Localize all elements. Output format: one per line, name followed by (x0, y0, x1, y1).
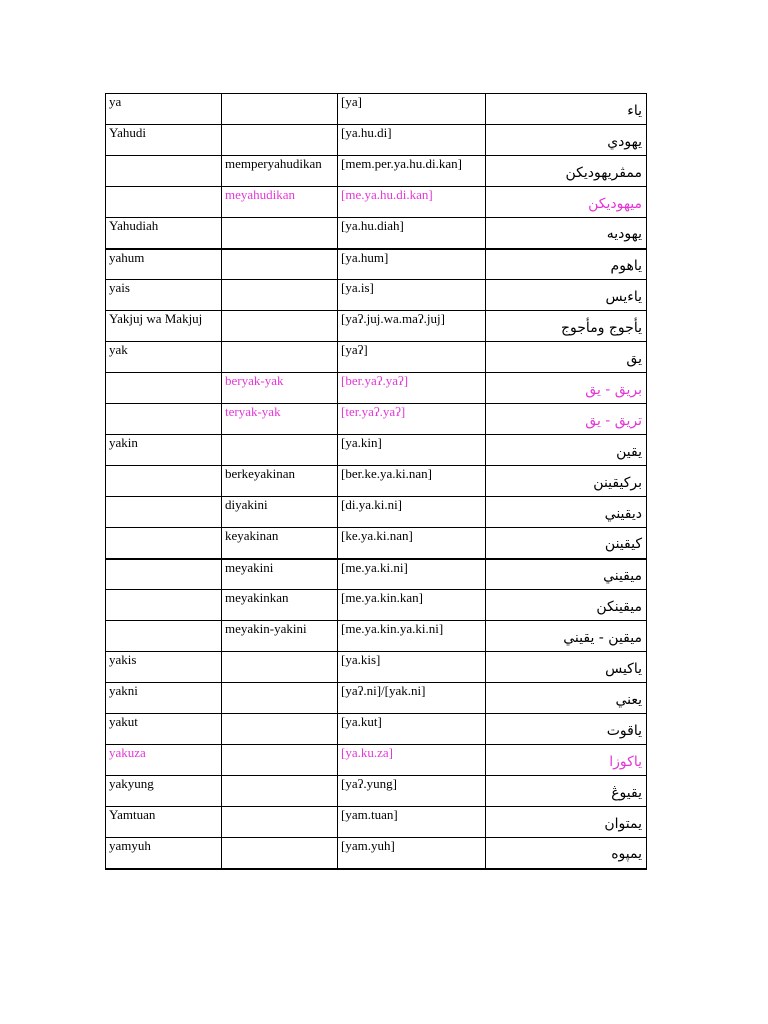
table-row (106, 621, 647, 652)
derivative-cell (222, 776, 338, 807)
jawi-cell: ياکوزا (486, 745, 647, 776)
pronunciation-cell: [di.ya.ki.ni] (338, 497, 486, 528)
derivative-cell (222, 683, 338, 714)
derivative-cell: meyakin-yakini (222, 621, 338, 652)
derivative-cell (222, 652, 338, 683)
jawi-cell: يمڽوه (486, 838, 647, 869)
pronunciation-cell: [yam.tuan] (338, 807, 486, 838)
table-row (106, 714, 647, 745)
jawi-cell: ميقيني (486, 559, 647, 590)
pronunciation-cell: [yaʔ] (338, 342, 486, 373)
entry-cell (106, 466, 222, 497)
entry-cell: yak (106, 342, 222, 373)
entry-cell (106, 590, 222, 621)
entry-cell: ya (106, 94, 222, 125)
entry-cell (106, 156, 222, 187)
jawi-cell: برکيقينن (486, 466, 647, 497)
derivative-cell: beryak-yak (222, 373, 338, 404)
jawi-cell: بريق - يق (486, 373, 647, 404)
derivative-cell (222, 280, 338, 311)
entry-cell (106, 404, 222, 435)
table-row (106, 528, 647, 559)
table-row (106, 187, 647, 218)
derivative-cell (222, 249, 338, 280)
jawi-cell: يعني (486, 683, 647, 714)
jawi-cell: يقين (486, 435, 647, 466)
table-row (106, 94, 647, 125)
table-row (106, 559, 647, 590)
pronunciation-cell: [mem.per.ya.hu.di.kan] (338, 156, 486, 187)
jawi-cell: تريق - يق (486, 404, 647, 435)
entry-cell: yamyuh (106, 838, 222, 869)
table-row (106, 249, 647, 280)
jawi-cell: ياکيس (486, 652, 647, 683)
table-row (106, 125, 647, 156)
derivative-cell: meyakinkan (222, 590, 338, 621)
jawi-cell: يهوديه (486, 218, 647, 249)
table-row (106, 807, 647, 838)
jawi-cell: ممڤريهوديکن (486, 156, 647, 187)
entry-cell: yais (106, 280, 222, 311)
derivative-cell (222, 807, 338, 838)
table-row (106, 218, 647, 249)
derivative-cell: teryak-yak (222, 404, 338, 435)
pronunciation-cell: [ber.ke.ya.ki.nan] (338, 466, 486, 497)
entry-cell: Yamtuan (106, 807, 222, 838)
derivative-cell (222, 714, 338, 745)
pronunciation-cell: [ya.hum] (338, 249, 486, 280)
pronunciation-cell: [me.ya.ki.ni] (338, 559, 486, 590)
entry-cell: yakni (106, 683, 222, 714)
pronunciation-cell: [yam.yuh] (338, 838, 486, 869)
table-row (106, 652, 647, 683)
jawi-cell: يق (486, 342, 647, 373)
pronunciation-cell: [yaʔ.ni]/[yak.ni] (338, 683, 486, 714)
jawi-cell: ديقيني (486, 497, 647, 528)
pronunciation-cell: [ter.yaʔ.yaʔ] (338, 404, 486, 435)
derivative-cell (222, 311, 338, 342)
jawi-cell: يمتوان (486, 807, 647, 838)
pronunciation-cell: [yaʔ.yung] (338, 776, 486, 807)
entry-cell: Yahudi (106, 125, 222, 156)
derivative-cell: diyakini (222, 497, 338, 528)
entry-cell (106, 559, 222, 590)
table-row (106, 466, 647, 497)
entry-cell (106, 497, 222, 528)
table-row (106, 745, 647, 776)
pronunciation-cell: [me.ya.kin.kan] (338, 590, 486, 621)
entry-cell: yakyung (106, 776, 222, 807)
pronunciation-cell: [ya] (338, 94, 486, 125)
pronunciation-cell: [ya.ku.za] (338, 745, 486, 776)
table-row (106, 683, 647, 714)
entry-cell: yakuza (106, 745, 222, 776)
pronunciation-cell: [ya.hu.di] (338, 125, 486, 156)
pronunciation-cell: [ya.kut] (338, 714, 486, 745)
table-row (106, 342, 647, 373)
jawi-cell: يأجوج ومأجوج (486, 311, 647, 342)
jawi-cell: ياقوت (486, 714, 647, 745)
derivative-cell (222, 838, 338, 869)
entry-cell: Yakjuj wa Makjuj (106, 311, 222, 342)
table-row (106, 311, 647, 342)
derivative-cell: meyakini (222, 559, 338, 590)
pronunciation-cell: [yaʔ.juj.wa.maʔ.juj] (338, 311, 486, 342)
entry-cell: yakin (106, 435, 222, 466)
derivative-cell (222, 435, 338, 466)
jawi-cell: کيقينن (486, 528, 647, 559)
entry-cell (106, 373, 222, 404)
entry-cell: yahum (106, 249, 222, 280)
pronunciation-cell: [ke.ya.ki.nan] (338, 528, 486, 559)
derivative-cell (222, 342, 338, 373)
jawi-cell: ميقين - يقيني (486, 621, 647, 652)
derivative-cell (222, 745, 338, 776)
pronunciation-cell: [ya.kis] (338, 652, 486, 683)
pronunciation-cell: [ya.is] (338, 280, 486, 311)
entry-cell: yakis (106, 652, 222, 683)
dictionary-table (105, 93, 647, 870)
derivative-cell: memperyahudikan (222, 156, 338, 187)
entry-cell: yakut (106, 714, 222, 745)
derivative-cell (222, 94, 338, 125)
pronunciation-cell: [me.ya.hu.di.kan] (338, 187, 486, 218)
jawi-cell: ياءيس (486, 280, 647, 311)
jawi-cell: يهودي (486, 125, 647, 156)
pronunciation-cell: [me.ya.kin.ya.ki.ni] (338, 621, 486, 652)
entry-cell (106, 621, 222, 652)
table-row (106, 156, 647, 187)
table-row (106, 280, 647, 311)
pronunciation-cell: [ya.hu.diah] (338, 218, 486, 249)
jawi-cell: يقيوڠ (486, 776, 647, 807)
table-row (106, 838, 647, 869)
derivative-cell (222, 218, 338, 249)
table-row (106, 497, 647, 528)
pronunciation-cell: [ya.kin] (338, 435, 486, 466)
jawi-cell: ميقينکن (486, 590, 647, 621)
pronunciation-cell: [ber.yaʔ.yaʔ] (338, 373, 486, 404)
derivative-cell (222, 125, 338, 156)
jawi-cell: ياء (486, 94, 647, 125)
table-row (106, 590, 647, 621)
table-row (106, 404, 647, 435)
entry-cell (106, 528, 222, 559)
table-row (106, 776, 647, 807)
entry-cell: Yahudiah (106, 218, 222, 249)
table-row (106, 435, 647, 466)
derivative-cell: meyahudikan (222, 187, 338, 218)
table-row (106, 373, 647, 404)
jawi-cell: ميهوديکن (486, 187, 647, 218)
jawi-cell: ياهوم (486, 249, 647, 280)
derivative-cell: keyakinan (222, 528, 338, 559)
entry-cell (106, 187, 222, 218)
derivative-cell: berkeyakinan (222, 466, 338, 497)
